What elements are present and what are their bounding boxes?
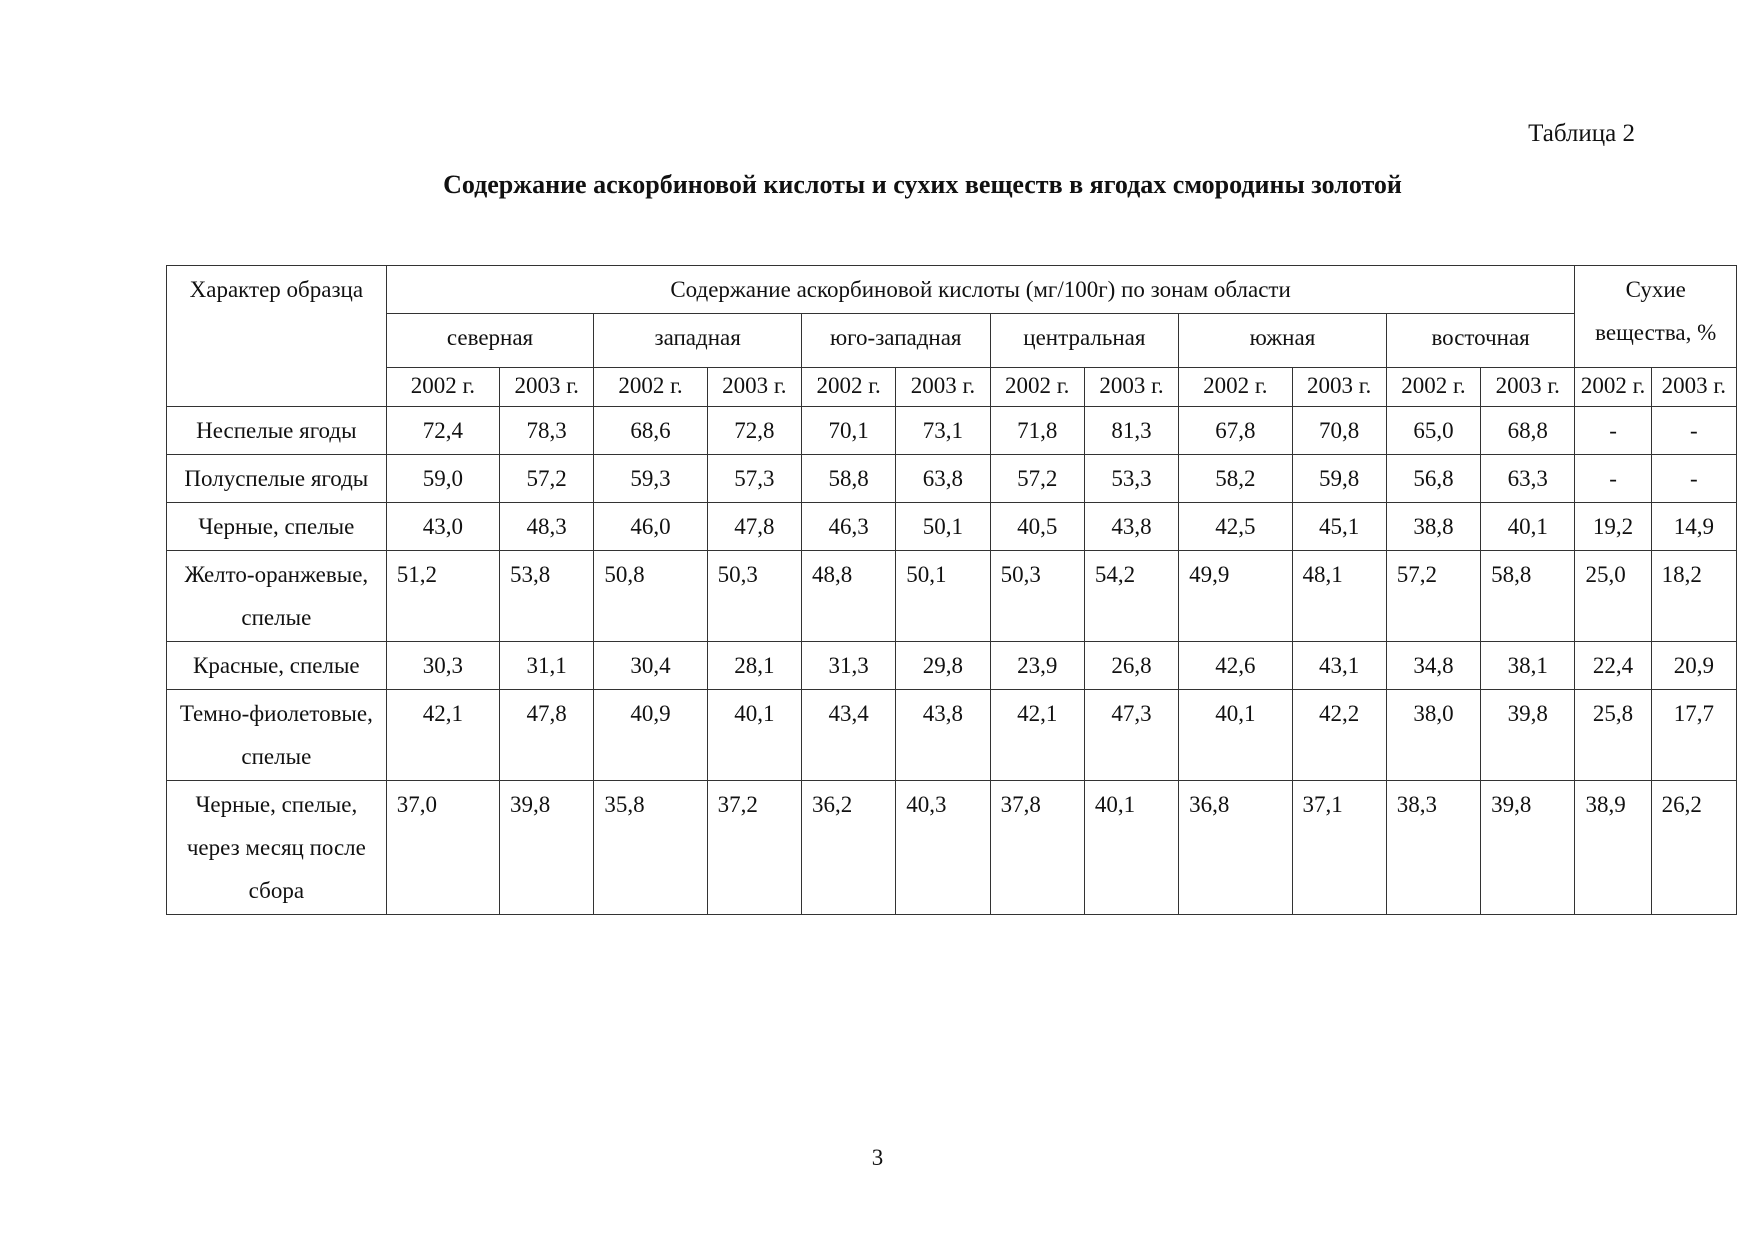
table-cell: 22,4	[1575, 642, 1651, 690]
year-header: 2002 г.	[990, 368, 1084, 407]
table-cell: 50,3	[707, 551, 801, 642]
table-cell: 26,8	[1084, 642, 1178, 690]
table-cell: 39,8	[1481, 690, 1575, 781]
table-cell: 71,8	[990, 407, 1084, 455]
year-header: 2003 г.	[1292, 368, 1386, 407]
table-cell: 36,2	[801, 781, 895, 915]
table-cell: 17,7	[1651, 690, 1736, 781]
table-cell: 50,1	[896, 551, 990, 642]
table-cell: 23,9	[990, 642, 1084, 690]
table-cell: 48,1	[1292, 551, 1386, 642]
table-cell: 40,9	[594, 690, 707, 781]
table-cell: -	[1575, 455, 1651, 503]
zone-header: юго-западная	[801, 314, 990, 368]
table-cell: 47,8	[500, 690, 594, 781]
table-cell: 40,5	[990, 503, 1084, 551]
table-cell: 20,9	[1651, 642, 1736, 690]
table-row	[167, 503, 1737, 551]
table-cell: 40,1	[1084, 781, 1178, 915]
year-header: 2003 г.	[1651, 368, 1736, 407]
table-cell: 34,8	[1386, 642, 1480, 690]
table-cell: 70,1	[801, 407, 895, 455]
row-label: Полуспелые ягоды	[167, 455, 387, 503]
row-label: Черные, спелые, через месяц после сбора	[167, 781, 387, 915]
table-row	[167, 690, 1737, 781]
table-cell: 48,8	[801, 551, 895, 642]
header-sample: Характер образца	[167, 266, 387, 407]
table-cell: 42,1	[990, 690, 1084, 781]
table-cell: 30,4	[594, 642, 707, 690]
table-cell: 57,2	[500, 455, 594, 503]
table-label: Таблица 2	[1528, 120, 1635, 147]
table-cell: 63,3	[1481, 455, 1575, 503]
table-cell: 26,2	[1651, 781, 1736, 915]
data-table	[166, 265, 1737, 915]
row-label: Черные, спелые	[167, 503, 387, 551]
table-cell: 43,1	[1292, 642, 1386, 690]
table-cell: 36,8	[1179, 781, 1292, 915]
table-cell: 30,3	[386, 642, 499, 690]
table-cell: 42,1	[386, 690, 499, 781]
table-cell: 78,3	[500, 407, 594, 455]
table-cell: 57,2	[1386, 551, 1480, 642]
table-row	[167, 407, 1737, 455]
table-cell: 25,8	[1575, 690, 1651, 781]
row-label: Темно-фиолетовые, спелые	[167, 690, 387, 781]
year-header: 2003 г.	[500, 368, 594, 407]
header-ascorbic: Содержание аскорбиновой кислоты (мг/100г) по зонам области	[386, 266, 1575, 314]
table-row	[167, 781, 1737, 915]
table-header	[167, 266, 1737, 407]
table-body	[167, 407, 1737, 915]
table-row	[167, 551, 1737, 642]
table-cell: 42,5	[1179, 503, 1292, 551]
document-title: Содержание аскорбиновой кислоты и сухих веществ в ягодах смородины золотой	[443, 170, 1402, 199]
year-header: 2003 г.	[1084, 368, 1178, 407]
year-header: 2003 г.	[707, 368, 801, 407]
table-cell: 47,3	[1084, 690, 1178, 781]
row-label: Красные, спелые	[167, 642, 387, 690]
table-cell: 59,0	[386, 455, 499, 503]
table-cell: 37,0	[386, 781, 499, 915]
table-cell: 38,8	[1386, 503, 1480, 551]
year-header: 2002 г.	[1575, 368, 1651, 407]
table-cell: 68,8	[1481, 407, 1575, 455]
year-header: 2003 г.	[1481, 368, 1575, 407]
table-cell: 38,0	[1386, 690, 1480, 781]
table-cell: 65,0	[1386, 407, 1480, 455]
table-cell: 67,8	[1179, 407, 1292, 455]
table-cell: 53,8	[500, 551, 594, 642]
table-cell: 37,8	[990, 781, 1084, 915]
table-cell: 38,9	[1575, 781, 1651, 915]
table-cell: 40,1	[1179, 690, 1292, 781]
table-cell: 40,3	[896, 781, 990, 915]
year-header: 2002 г.	[1386, 368, 1480, 407]
table-cell: 40,1	[1481, 503, 1575, 551]
zone-header: восточная	[1386, 314, 1575, 368]
table-cell: 42,6	[1179, 642, 1292, 690]
zone-header-row	[167, 314, 1737, 368]
table-cell: 81,3	[1084, 407, 1178, 455]
zone-header: центральная	[990, 314, 1179, 368]
zone-header: западная	[594, 314, 802, 368]
year-header: 2002 г.	[594, 368, 707, 407]
table-cell: 38,1	[1481, 642, 1575, 690]
table-cell: 45,1	[1292, 503, 1386, 551]
table-cell: 14,9	[1651, 503, 1736, 551]
page-number: 3	[871, 1145, 884, 1170]
table-row	[167, 642, 1737, 690]
table-cell: 29,8	[896, 642, 990, 690]
table-cell: 58,8	[1481, 551, 1575, 642]
table-cell: 54,2	[1084, 551, 1178, 642]
table-cell: 49,9	[1179, 551, 1292, 642]
table-cell: 43,4	[801, 690, 895, 781]
table-cell: 43,8	[1084, 503, 1178, 551]
table-cell: 19,2	[1575, 503, 1651, 551]
table-cell: 50,3	[990, 551, 1084, 642]
table-cell: 68,6	[594, 407, 707, 455]
table-cell: 72,8	[707, 407, 801, 455]
table-row	[167, 455, 1737, 503]
header-dry: Сухие вещества, %	[1575, 266, 1737, 368]
table-cell: 35,8	[594, 781, 707, 915]
table-cell: 18,2	[1651, 551, 1736, 642]
zone-header: северная	[386, 314, 594, 368]
row-label: Желто-оранжевые, спелые	[167, 551, 387, 642]
year-header: 2003 г.	[896, 368, 990, 407]
table-cell: 42,2	[1292, 690, 1386, 781]
table-cell: 73,1	[896, 407, 990, 455]
table-cell: 57,2	[990, 455, 1084, 503]
table-cell: 72,4	[386, 407, 499, 455]
table-cell: 28,1	[707, 642, 801, 690]
year-header: 2002 г.	[801, 368, 895, 407]
table-cell: 63,8	[896, 455, 990, 503]
table-cell: -	[1651, 455, 1736, 503]
table-cell: 57,3	[707, 455, 801, 503]
table-cell: 58,8	[801, 455, 895, 503]
table-cell: 31,3	[801, 642, 895, 690]
table-cell: 31,1	[500, 642, 594, 690]
table-cell: 59,3	[594, 455, 707, 503]
table-cell: -	[1651, 407, 1736, 455]
table-cell: 51,2	[386, 551, 499, 642]
table-cell: 25,0	[1575, 551, 1651, 642]
table-cell: 48,3	[500, 503, 594, 551]
table-cell: 46,3	[801, 503, 895, 551]
table-cell: 59,8	[1292, 455, 1386, 503]
table-cell: 58,2	[1179, 455, 1292, 503]
table-cell: 50,1	[896, 503, 990, 551]
table-cell: 37,2	[707, 781, 801, 915]
table-cell: 56,8	[1386, 455, 1480, 503]
year-header: 2002 г.	[1179, 368, 1292, 407]
row-label: Неспелые ягоды	[167, 407, 387, 455]
table-cell: 39,8	[500, 781, 594, 915]
table-cell: 38,3	[1386, 781, 1480, 915]
table-cell: -	[1575, 407, 1651, 455]
table-cell: 70,8	[1292, 407, 1386, 455]
year-header-row	[167, 368, 1737, 407]
table-cell: 40,1	[707, 690, 801, 781]
table-cell: 53,3	[1084, 455, 1178, 503]
table-cell: 50,8	[594, 551, 707, 642]
table-cell: 43,0	[386, 503, 499, 551]
table-cell: 37,1	[1292, 781, 1386, 915]
table-cell: 39,8	[1481, 781, 1575, 915]
table-cell: 46,0	[594, 503, 707, 551]
table-cell: 47,8	[707, 503, 801, 551]
year-header: 2002 г.	[386, 368, 499, 407]
table-cell: 43,8	[896, 690, 990, 781]
zone-header: южная	[1179, 314, 1387, 368]
